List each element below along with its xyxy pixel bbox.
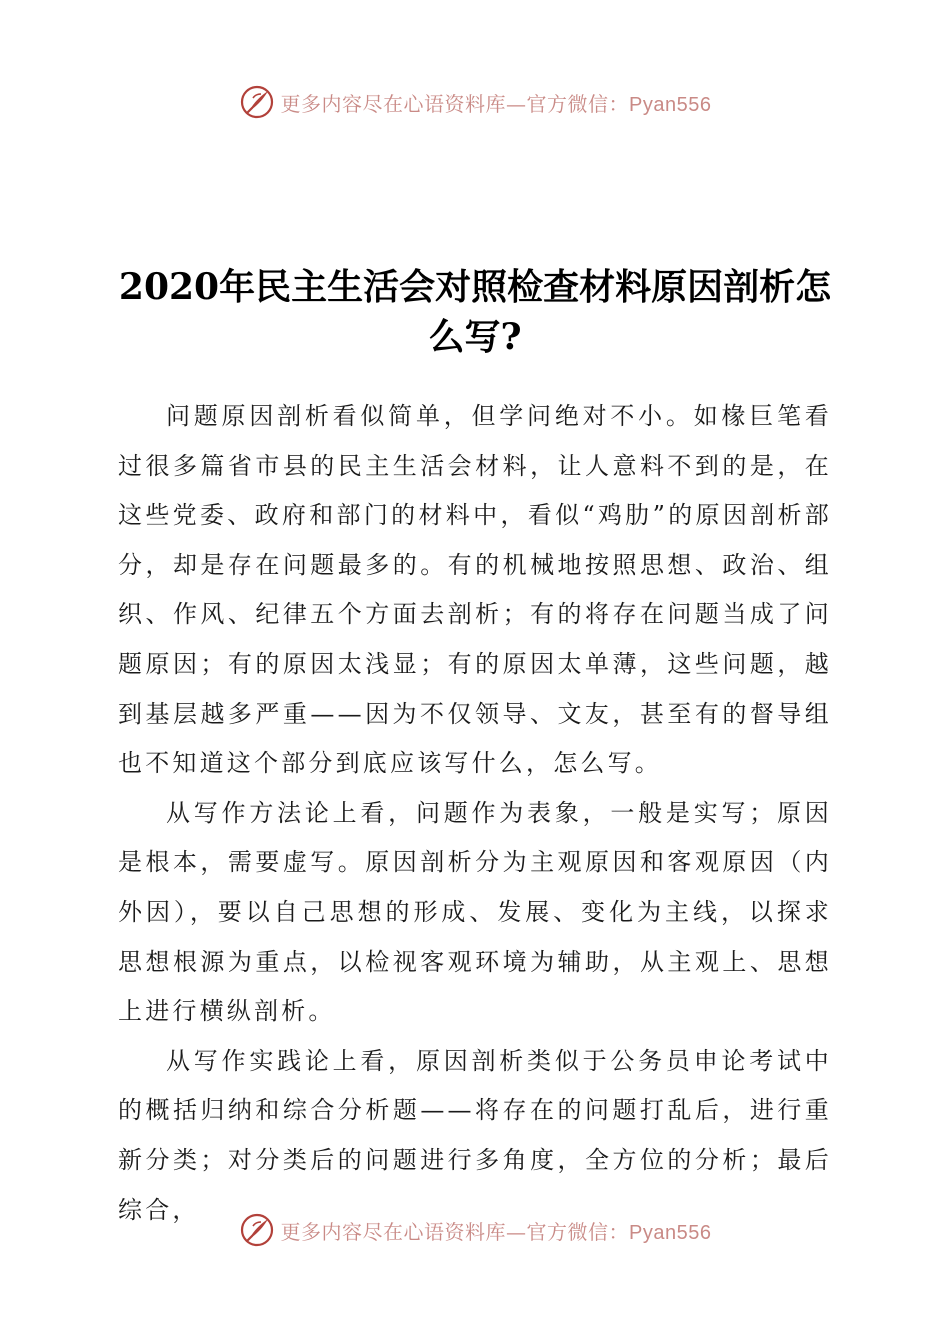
quill-logo-icon xyxy=(239,1212,275,1248)
watermark-text: 更多内容尽在心语资料库—官方微信：Pyan556 xyxy=(280,91,712,116)
watermark-text: 更多内容尽在心语资料库—官方微信：Pyan556 xyxy=(280,1219,712,1244)
header-watermark xyxy=(0,82,950,122)
footer-watermark xyxy=(0,1210,950,1250)
quill-logo-icon xyxy=(239,84,275,120)
paragraph-3: 从写作实践论上看，原因剖析类似于公务员申论考试中的概括归纳和综合分析题——将存在的问题打乱后，进行重新分类；对分类后的问题进行多角度，全方位的分析；最后综合， xyxy=(118,1046,832,1224)
paragraph-2: 从写作方法论上看，问题作为表象，一般是实写；原因是根本，需要虚写。原因剖析分为主观原因和客观原因（内外因），要以自己思想的形成、发展、变化为主线，以探求思想根源为重点，以检视客观环境为辅助，从主观上、思想上进行横纵剖析。 xyxy=(118,798,832,1026)
paragraph-1: 问题原因剖析看似简单，但学问绝对不小。如椽巨笔看过很多篇省市县的民主生活会材料，让人意料不到的是，在这些党委、政府和部门的材料中，看似“鸡肋”的原因剖析部分，却是存在问题最多的。有的机械地按照思想、政治、组织、作风、纪律五个方面去剖析；有的将存在问题当成了问题原因；有的原因太浅显；有的原因太单薄，这些问题，越到基层越多严重——因为不仅领导、文友，甚至有的督导组也不知道这个部分到底应该写什么，怎么写。 xyxy=(118,402,832,778)
document-body xyxy=(118,392,832,1235)
document-title: 2020年民主生活会对照检查材料原因剖析怎么写? xyxy=(118,266,832,358)
